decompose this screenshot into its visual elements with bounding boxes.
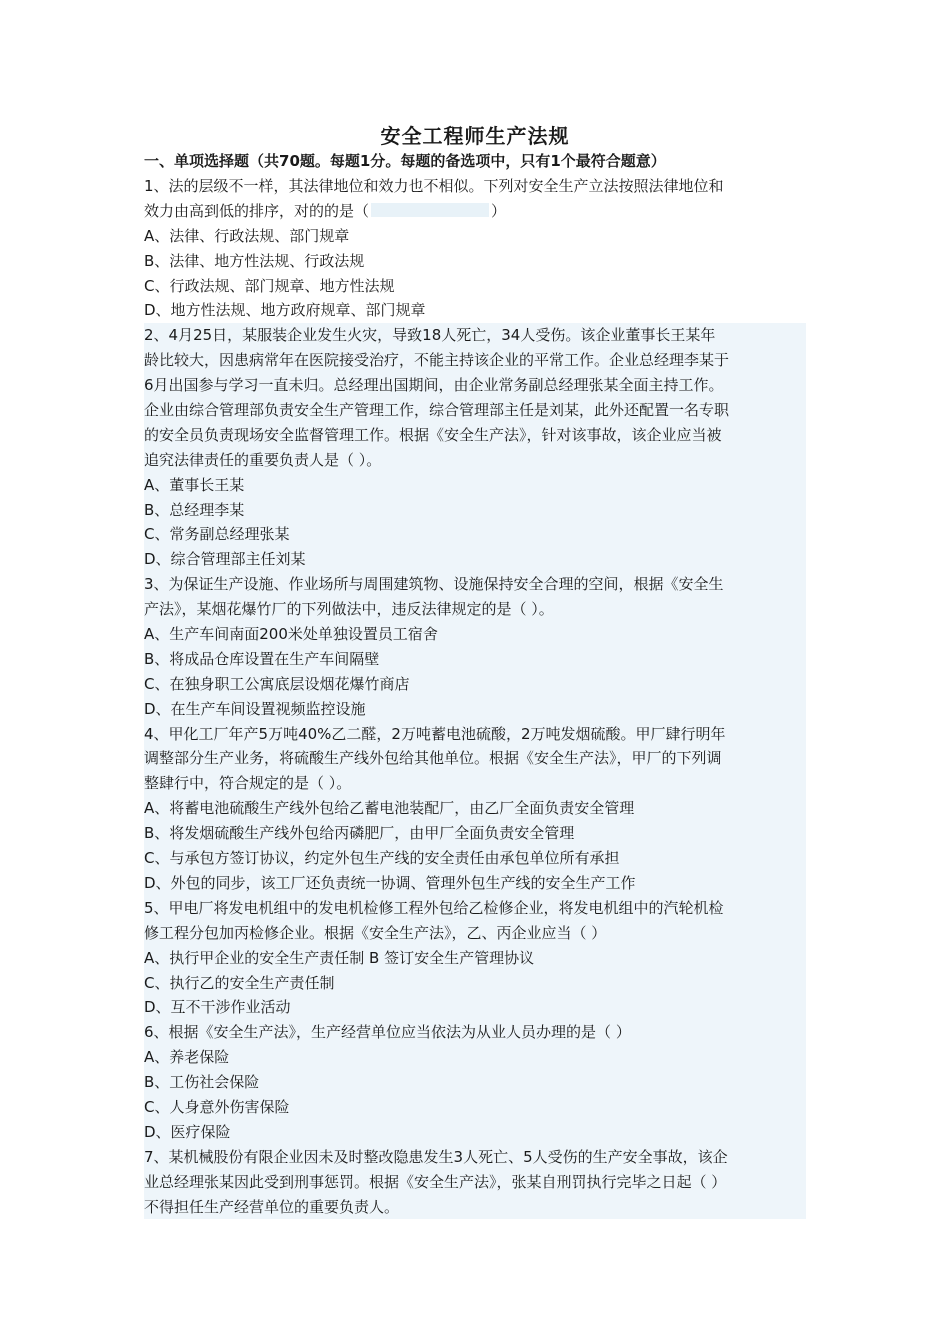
question-1-text-end: ）: [491, 201, 507, 220]
question-list: [144, 174, 806, 1219]
document-title: 安全工程师生产法规: [380, 124, 570, 148]
question-2-line-1: 2、4月25日，某服装企业发生火灾，导致18人死亡，34人受伤。该企业董事长王某年: [144, 323, 806, 348]
answer-blank: [371, 203, 489, 217]
question-2-line-4: 企业由综合管理部负责安全生产管理工作，综合管理部主任是刘某，此外还配置一名专职: [144, 398, 806, 423]
question-1-line-1: 1、法的层级不一样，其法律地位和效力也不相似。下列对安全生产立法按照法律地位和: [144, 177, 724, 195]
question-5-option-c: C、执行乙的安全生产责任制: [144, 971, 806, 996]
question-2-option-c: C、常务副总经理张某: [144, 522, 806, 547]
question-6-option-c: C、人身意外伤害保险: [144, 1095, 806, 1120]
question-5-option-a-b: A、执行甲企业的安全生产责任制 B 签订安全生产管理协议: [144, 946, 806, 971]
question-4-option-d: D、外包的同步，该工厂还负责统一协调、管理外包生产线的安全生产工作: [144, 871, 806, 896]
question-2-line-3: 6月出国参与学习一直未归。总经理出国期间，由企业常务副总经理张某全面主持工作。: [144, 373, 806, 398]
question-2-line-2: 龄比较大，因患病常年在医院接受治疗，不能主持该企业的平常工作。企业总经理李某于: [144, 348, 806, 373]
question-4-option-a: A、将蓄电池硫酸生产线外包给乙蓄电池装配厂，由乙厂全面负责安全管理: [144, 796, 806, 821]
question-1-line-2: [144, 199, 806, 224]
question-2-option-a: A、董事长王某: [144, 473, 806, 498]
question-3-option-b: B、将成品仓库设置在生产车间隔壁: [144, 647, 806, 672]
question-2-line-6: 追究法律责任的重要负责人是（ ）。: [144, 448, 806, 473]
question-6-option-a: A、养老保险: [144, 1045, 806, 1070]
section-heading: 一、单项选择题（共70题。每题1分。每题的备选项中，只有1个最符合题意）: [144, 152, 666, 170]
question-3-option-a: A、生产车间南面200米处单独设置员工宿舍: [144, 622, 806, 647]
question-6-option-d: D、医疗保险: [144, 1120, 806, 1145]
question-1-option-d: D、地方性法规、地方政府规章、部门规章: [144, 301, 426, 320]
question-4-option-b: B、将发烟硫酸生产线外包给丙磷肥厂，由甲厂全面负责安全管理: [144, 821, 806, 846]
question-5-line-2: 修工程分包加丙检修企业。根据《安全生产法》，乙、丙企业应当（ ）: [144, 921, 806, 946]
question-4-line-3: 整肆行中，符合规定的是（ ）。: [144, 771, 806, 796]
question-2-line-5: 的安全员负责现场安全监督管理工作。根据《安全生产法》，针对该事故，该企业应当被: [144, 423, 806, 448]
question-1-option-c: C、行政法规、部门规章、地方性法规: [144, 276, 395, 295]
question-1-text-start: 效力由高到低的排序，对的的是（: [144, 201, 370, 220]
question-5-line-1: 5、甲电厂将发电机组中的发电机检修工程外包给乙检修企业，将发电机组中的汽轮机检: [144, 896, 806, 921]
question-5-option-d: D、互不干涉作业活动: [144, 995, 806, 1020]
question-1-option-b: B、法律、地方性法规、行政法规: [144, 251, 365, 270]
question-2-option-b: B、总经理李某: [144, 498, 806, 523]
question-7-line-3: 不得担任生产经营单位的重要负责人。: [144, 1195, 806, 1220]
question-1-option-a: A、法律、行政法规、部门规章: [144, 226, 350, 245]
question-3-option-c: C、在独身职工公寓底层设烟花爆竹商店: [144, 672, 806, 697]
question-3-line-1: 3、为保证生产设施、作业场所与周围建筑物、设施保持安全合理的空间，根据《安全生: [144, 572, 806, 597]
question-6-line-1: 6、根据《安全生产法》，生产经营单位应当依法为从业人员办理的是（ ）: [144, 1020, 806, 1045]
question-3-option-d: D、在生产车间设置视频监控设施: [144, 697, 806, 722]
question-7-line-1: 7、某机械股份有限企业因未及时整改隐患发生3人死亡、5人受伤的生产安全事故，该企: [144, 1145, 806, 1170]
question-6-option-b: B、工伤社会保险: [144, 1070, 806, 1095]
question-4-line-1: 4、甲化工厂年产5万吨40%乙二醛，2万吨蓄电池硫酸，2万吨发烟硫酸。甲厂肆行明年: [144, 722, 806, 747]
question-4-option-c: C、与承包方签订协议，约定外包生产线的安全责任由承包单位所有承担: [144, 846, 806, 871]
question-7-line-2: 业总经理张某因此受到刑事惩罚。根据《安全生产法》，张某自刑罚执行完毕之日起（ ）: [144, 1170, 806, 1195]
question-4-line-2: 调整部分生产业务，将硫酸生产线外包给其他单位。根据《安全生产法》，甲厂的下列调: [144, 746, 806, 771]
question-2-option-d: D、综合管理部主任刘某: [144, 547, 806, 572]
question-3-line-2: 产法》，某烟花爆竹厂的下列做法中，违反法律规定的是（ ）。: [144, 597, 806, 622]
